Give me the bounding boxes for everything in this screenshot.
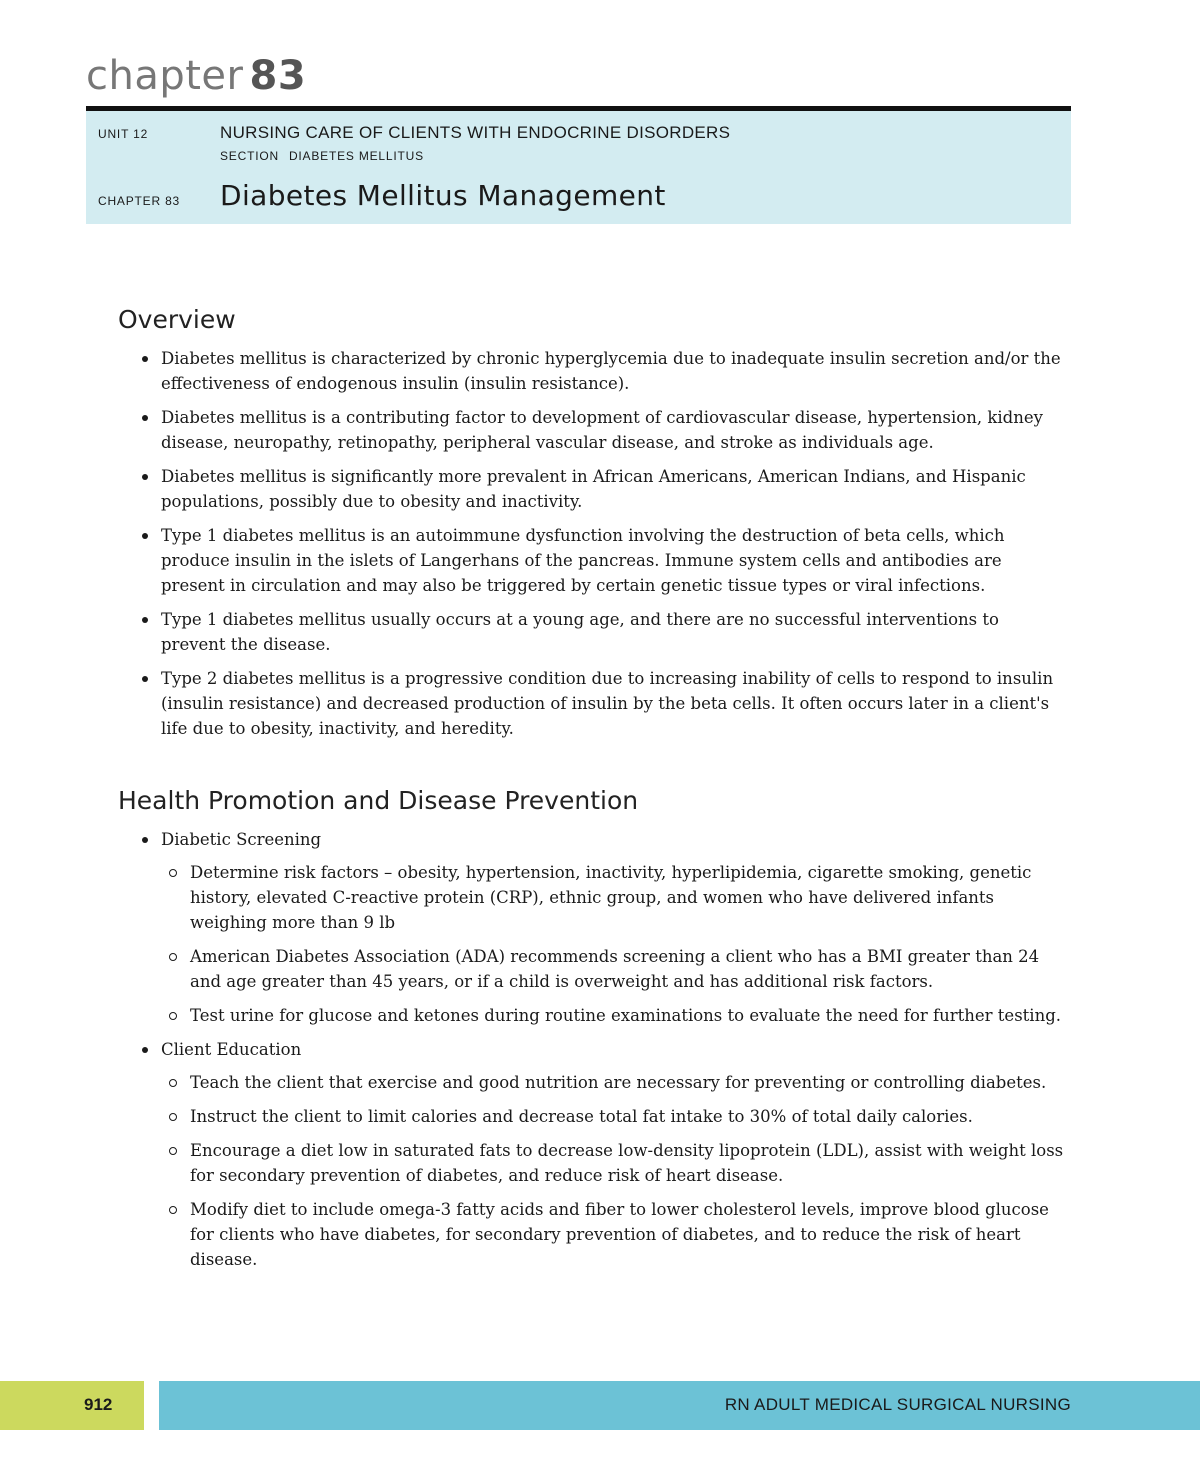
section-label: SECTION — [220, 149, 279, 163]
health-promotion-list — [118, 827, 1068, 1272]
section-title: DIABETES MELLITUS — [288, 149, 424, 163]
screening-sublist — [161, 860, 1068, 1028]
footer-title-block — [159, 1381, 1200, 1430]
screening-item — [118, 827, 1068, 1028]
chapter-banner — [86, 106, 1071, 224]
education-sublist — [161, 1070, 1068, 1272]
health-promotion-section — [118, 785, 1068, 1272]
section-line — [220, 149, 424, 163]
footer-page-block — [0, 1381, 144, 1430]
sub-list-item: Determine risk factors – obesity, hypertension, inactivity, hyperlipidemia, cigarette smoking, genetic history, elevated C-reactive protein (CRP), ethnic group, and women who have delivered infants weighing more than 9 lb — [161, 860, 1068, 935]
chapter-word: chapter — [86, 53, 244, 99]
chapter-heading — [86, 50, 306, 102]
list-item: Diabetes mellitus is a contributing factor to development of cardiovascular disease, hypertension, kidney disease, neuropathy, retinopathy, peripheral vascular disease, and stroke as individuals age. — [118, 405, 1068, 455]
list-item: Type 1 diabetes mellitus usually occurs at a young age, and there are no successful interventions to prevent the disease. — [118, 607, 1068, 657]
page-number: 912 — [84, 1395, 113, 1414]
list-item: Diabetes mellitus is significantly more prevalent in African Americans, American Indians, and Hispanic populations, possibly due to obesity and inactivity. — [118, 464, 1068, 514]
unit-title: NURSING CARE OF CLIENTS WITH ENDOCRINE DISORDERS — [220, 123, 731, 142]
sub-list-item: Teach the client that exercise and good nutrition are necessary for preventing or controlling diabetes. — [161, 1070, 1068, 1095]
book-title: RN ADULT MEDICAL SURGICAL NURSING — [724, 1395, 1071, 1414]
list-item: Diabetes mellitus is characterized by chronic hyperglycemia due to inadequate insulin secretion and/or the effectiveness of endogenous insulin (insulin resistance). — [118, 346, 1068, 396]
list-item: Type 1 diabetes mellitus is an autoimmune dysfunction involving the destruction of beta cells, which produce insulin in the islets of Langerhans of the pancreas. Immune system cells and antibodies are present in circulation and may also be triggered by certain genetic tissue types or viral infections. — [118, 523, 1068, 598]
education-item — [118, 1037, 1068, 1272]
overview-section — [118, 304, 1068, 741]
sub-list-item: Test urine for glucose and ketones during routine examinations to evaluate the need for further testing. — [161, 1003, 1068, 1028]
chapter-number: 83 — [249, 53, 307, 99]
page-content — [118, 304, 1068, 1281]
overview-list — [118, 346, 1068, 741]
chapter-label: CHAPTER 83 — [98, 194, 181, 208]
sub-list-item: Instruct the client to limit calories and decrease total fat intake to 30% of total daily calories. — [161, 1104, 1068, 1129]
unit-label: UNIT 12 — [98, 127, 149, 141]
chapter-title: Diabetes Mellitus Management — [220, 179, 666, 212]
sub-list-item: Encourage a diet low in saturated fats to decrease low-density lipoprotein (LDL), assist with weight loss for secondary prevention of diabetes, and reduce risk of heart disease. — [161, 1138, 1068, 1188]
overview-heading: Overview — [118, 305, 236, 334]
screening-label: Diabetic Screening — [161, 830, 322, 849]
sub-list-item: American Diabetes Association (ADA) recommends screening a client who has a BMI greater than 24 and age greater than 45 years, or if a child is overweight and has additional risk factors. — [161, 944, 1068, 994]
health-promotion-heading: Health Promotion and Disease Prevention — [118, 786, 639, 815]
education-label: Client Education — [161, 1040, 302, 1059]
sub-list-item: Modify diet to include omega-3 fatty acids and fiber to lower cholesterol levels, improve blood glucose for clients who have diabetes, for secondary prevention of diabetes, and to reduce the risk of heart disease. — [161, 1197, 1068, 1272]
list-item: Type 2 diabetes mellitus is a progressive condition due to increasing inability of cells to respond to insulin (insulin resistance) and decreased production of insulin by the beta cells. It often occurs later in a client's life due to obesity, inactivity, and heredity. — [118, 666, 1068, 741]
